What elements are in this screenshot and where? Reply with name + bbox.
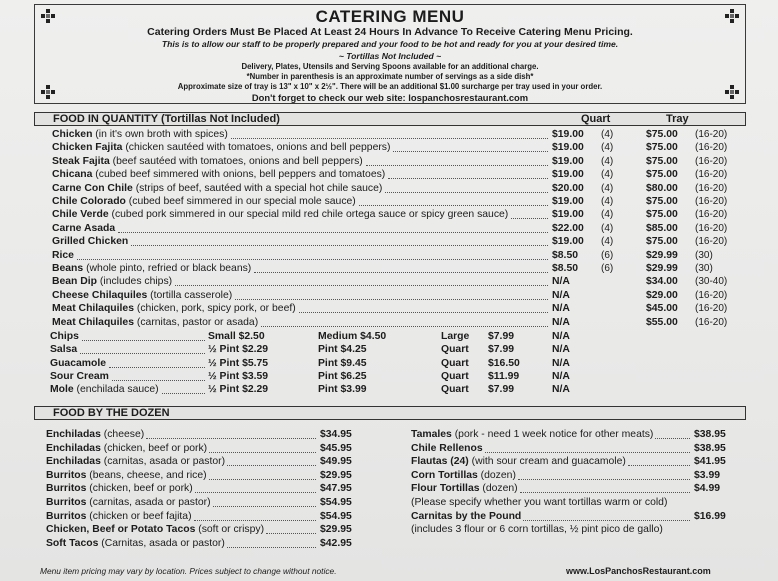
large-size-label: Quart (441, 344, 469, 355)
dozen-item-row (411, 442, 483, 455)
dot-leader (254, 259, 548, 273)
item-description: (enchilada sauce) (73, 384, 159, 395)
item-price: $54.95 (320, 497, 352, 508)
item-description: (strips of beef, sautéed with a special hot chile sauce) (132, 183, 383, 194)
quantity-item-row (52, 141, 390, 154)
ornament-icon (41, 9, 55, 23)
dozen-item-row (46, 428, 144, 441)
quart-price: $19.00 (552, 156, 584, 167)
dot-leader (485, 439, 690, 453)
dozen-item-row (411, 510, 521, 523)
item-name: Chile Rellenos (411, 443, 483, 454)
item-name: Chips (50, 331, 79, 342)
quart-price: $8.50 (552, 263, 579, 274)
dot-leader (146, 425, 316, 439)
tray-servings: (30) (695, 250, 713, 261)
tray-servings: (16-20) (695, 196, 728, 207)
dot-leader (388, 165, 548, 179)
item-description: (soft or crispy) (195, 524, 265, 535)
notice-reason: This is to allow our staff to be properly prepared and your food to be hot and ready for you at your desired time. (161, 39, 619, 49)
quart-price: $19.00 (552, 209, 584, 220)
quart-servings: (4) (601, 209, 614, 220)
item-price: $47.95 (320, 483, 352, 494)
item-description: (tortilla casserole) (147, 290, 233, 301)
dot-leader (359, 192, 548, 206)
size-item-name (50, 343, 77, 356)
item-name: Chicana (52, 169, 93, 180)
item-price: $38.95 (694, 429, 726, 440)
item-description: (chicken, pork, spicy pork, or beef) (134, 303, 296, 314)
item-description: (cubed beef simmered with onions, bell peppers and tomatoes) (92, 169, 386, 180)
tray-servings: (30) (695, 263, 713, 274)
item-price: $29.95 (320, 524, 352, 535)
quart-servings: (4) (601, 223, 614, 234)
item-name: Rice (52, 250, 74, 261)
large-size-price: $7.99 (488, 344, 515, 355)
dot-leader (511, 205, 548, 219)
small-size-price: ½ Pint $5.75 (208, 358, 269, 369)
dot-leader (628, 452, 690, 466)
footer-website: www.LosPanchosRestaurant.com (566, 566, 711, 576)
tray-price: N/A (552, 358, 570, 369)
dozen-item-row (46, 442, 207, 455)
dozen-item-row (411, 469, 516, 482)
dot-leader (194, 507, 316, 521)
website-note: Don't forget to check our web site: lospanchosrestaurant.com (251, 92, 529, 103)
dot-leader (77, 246, 548, 260)
dozen-item-row (46, 496, 211, 509)
item-name: Bean Dip (52, 276, 98, 287)
quart-servings: (4) (601, 183, 614, 194)
quart-price: $19.00 (552, 236, 584, 247)
tray-servings: (16-20) (695, 209, 728, 220)
dot-leader (195, 479, 316, 493)
quantity-item-row (52, 222, 115, 235)
quart-price: $22.00 (552, 223, 584, 234)
dozen-item-row (46, 482, 193, 495)
item-description: (pork - need 1 week notice for other meats) (451, 429, 654, 440)
item-description: (cubed pork simmered in our special mild red chile ortega sauce or spicy green sauce) (108, 209, 509, 220)
dot-leader (175, 272, 548, 286)
dot-leader (518, 466, 690, 480)
dot-leader (112, 367, 205, 381)
large-size-label: Quart (441, 384, 469, 395)
tray-servings: (16-20) (695, 236, 728, 247)
dot-leader (235, 286, 548, 300)
tray-price: N/A (552, 371, 570, 382)
item-description: (carnitas, asada or pastor) (86, 497, 211, 508)
quantity-item-row (52, 128, 228, 141)
item-description: (dozen) (479, 483, 518, 494)
dot-leader (80, 340, 205, 354)
quart-servings: (4) (601, 169, 614, 180)
column-header-tray: Tray (666, 113, 689, 125)
quart-price: N/A (552, 303, 570, 314)
tray-servings: (16-20) (695, 156, 728, 167)
section-food-in-quantity (34, 112, 746, 126)
item-name: Carnitas by the Pound (411, 511, 522, 522)
quantity-item-row (52, 195, 356, 208)
quart-price: $19.00 (552, 129, 584, 140)
item-name: Beans (52, 263, 84, 274)
item-description: (whole pinto, refried or black beans) (83, 263, 252, 274)
item-price: $4.99 (694, 483, 721, 494)
item-name: Corn Tortillas (411, 470, 478, 481)
dot-leader (227, 452, 316, 466)
tray-servings: (16-20) (695, 142, 728, 153)
dozen-item-row (46, 455, 225, 468)
item-description: (chicken, beef or pork) (86, 483, 193, 494)
item-name: Chicken, Beef or Potato Tacos (46, 524, 196, 535)
tray-servings: (16-20) (695, 169, 728, 180)
dot-leader (209, 466, 316, 480)
item-description: (in it's own broth with spices) (92, 129, 228, 140)
quart-price: $19.00 (552, 142, 584, 153)
dozen-item-row (411, 482, 518, 495)
item-name: Meat Chilaquiles (52, 317, 134, 328)
tray-price: $85.00 (646, 223, 678, 234)
item-name: Sour Cream (50, 371, 109, 382)
item-description: (carnitas, pastor or asada) (134, 317, 259, 328)
tray-price: $75.00 (646, 142, 678, 153)
dot-leader (385, 179, 548, 193)
medium-size-price: Pint $6.25 (318, 371, 367, 382)
header-box (34, 4, 746, 104)
quantity-item-row (52, 182, 382, 195)
dot-leader (82, 327, 205, 341)
section-title: FOOD BY THE DOZEN (53, 407, 170, 419)
dot-leader (209, 439, 316, 453)
item-price: $16.99 (694, 511, 726, 522)
dot-leader (266, 520, 316, 534)
section-food-by-dozen (34, 406, 746, 420)
tray-price: $29.99 (646, 263, 678, 274)
item-name: Carne Asada (52, 223, 116, 234)
item-price: $34.95 (320, 429, 352, 440)
item-description: (includes 3 flour or 6 corn tortillas, ½ pint pico de gallo) (411, 524, 663, 535)
item-price: $54.95 (320, 511, 352, 522)
large-size-price: $7.99 (488, 384, 515, 395)
item-name: Guacamole (50, 358, 107, 369)
page-title: CATERING MENU (315, 7, 465, 26)
small-size-price: ½ Pint $2.29 (208, 384, 269, 395)
ornament-icon (41, 85, 55, 99)
item-price: $38.95 (694, 443, 726, 454)
dot-leader (118, 219, 548, 233)
quart-servings: (6) (601, 263, 614, 274)
dozen-item-row (411, 523, 663, 536)
tray-price: N/A (552, 384, 570, 395)
item-description: (carnitas, asada or pastor) (100, 456, 226, 467)
item-name: Cheese Chilaquiles (52, 290, 148, 301)
item-name: Mole (50, 384, 74, 395)
item-description: (beef sautéed with tomatoes, onions and bell peppers) (109, 156, 363, 167)
large-size-price: $11.99 (488, 371, 520, 382)
column-header-quart: Quart (581, 113, 611, 125)
item-name: Soft Tacos (46, 538, 99, 549)
item-description: (Carnitas, asada or pastor) (98, 538, 225, 549)
dot-leader (162, 380, 205, 394)
tray-price: $29.99 (646, 250, 678, 261)
tray-price: $75.00 (646, 129, 678, 140)
tray-size-note: Approximate size of tray is 13" x 10" x 2½". There will be an additional $1.00 surcharge per tray used in your order. (177, 82, 603, 91)
size-item-name (50, 370, 109, 383)
quart-price: $19.00 (552, 169, 584, 180)
quantity-item-row (52, 289, 232, 302)
item-name: Chile Colorado (52, 196, 126, 207)
tray-servings: (16-20) (695, 183, 728, 194)
item-name: Flautas (24) (411, 456, 469, 467)
item-price: $3.99 (694, 470, 721, 481)
medium-size-price: Pint $9.45 (318, 358, 367, 369)
large-size-label: Quart (441, 371, 469, 382)
item-price: $41.95 (694, 456, 726, 467)
tray-price: $75.00 (646, 156, 678, 167)
item-name: Chile Verde (52, 209, 109, 220)
tray-price: $75.00 (646, 209, 678, 220)
tray-price: $75.00 (646, 196, 678, 207)
tray-price: $75.00 (646, 169, 678, 180)
item-name: Enchiladas (46, 443, 101, 454)
quart-price: N/A (552, 317, 570, 328)
dot-leader (109, 354, 205, 368)
tray-price: N/A (552, 331, 570, 342)
item-description: (chicken, beef or pork) (100, 443, 208, 454)
quart-servings: (4) (601, 156, 614, 167)
item-description: (chicken sautéed with tomatoes, onions and bell peppers) (122, 142, 391, 153)
item-name: Burritos (46, 511, 87, 522)
quantity-item-row (52, 275, 172, 288)
quart-price: N/A (552, 276, 570, 287)
dot-leader (227, 534, 316, 548)
servings-note: *Number in parenthesis is an approximate number of servings as a side dish* (246, 72, 534, 81)
size-item-name (50, 383, 159, 396)
item-description: (chicken or beef fajita) (86, 511, 192, 522)
tray-price: $55.00 (646, 317, 678, 328)
item-name: Carne Con Chile (52, 183, 133, 194)
dozen-item-row (46, 469, 207, 482)
item-name: Enchiladas (46, 456, 101, 467)
tray-price: $45.00 (646, 303, 678, 314)
item-price: $29.95 (320, 470, 352, 481)
medium-size-price: Pint $3.99 (318, 384, 367, 395)
footer-disclaimer: Menu item pricing may vary by location. Prices subject to change without notice. (40, 566, 337, 576)
dot-leader (366, 152, 548, 166)
item-description: (cubed beef simmered in our special mole sauce) (125, 196, 356, 207)
section-title: FOOD IN QUANTITY (Tortillas Not Included) (53, 113, 280, 125)
quantity-item-row (52, 249, 74, 262)
tray-servings: (16-20) (695, 223, 728, 234)
item-name: Enchiladas (46, 429, 101, 440)
item-description: (dozen) (477, 470, 516, 481)
quart-servings: (4) (601, 236, 614, 247)
tortillas-note: ~ Tortillas Not Included ~ (338, 51, 442, 61)
item-price: $42.95 (320, 538, 352, 549)
tray-price: N/A (552, 344, 570, 355)
advance-notice: Catering Orders Must Be Placed At Least 24 Hours In Advance To Receive Catering Menu Pricing. (147, 26, 633, 38)
item-description: (beans, cheese, and rice) (86, 470, 207, 481)
item-description: (with sour cream and guacamole) (468, 456, 626, 467)
dot-leader (231, 125, 548, 139)
small-size-price: Small $2.50 (208, 331, 265, 342)
dot-leader (261, 313, 548, 327)
large-size-price: $7.99 (488, 331, 515, 342)
quantity-item-row (52, 302, 296, 315)
ornament-icon (725, 9, 739, 23)
item-name: Chicken Fajita (52, 142, 123, 153)
item-price: $45.95 (320, 443, 352, 454)
large-size-price: $16.50 (488, 358, 520, 369)
item-description: (Please specify whether you want tortillas warm or cold) (411, 497, 668, 508)
item-name: Tamales (411, 429, 452, 440)
size-item-name (50, 357, 106, 370)
item-name: Grilled Chicken (52, 236, 129, 247)
item-description: (cheese) (100, 429, 145, 440)
item-name: Burritos (46, 483, 87, 494)
item-name: Meat Chilaquiles (52, 303, 134, 314)
dot-leader (520, 479, 690, 493)
quart-servings: (6) (601, 250, 614, 261)
tray-price: $80.00 (646, 183, 678, 194)
item-name: Chicken (52, 129, 93, 140)
large-size-label: Large (441, 331, 470, 342)
quart-price: $8.50 (552, 250, 579, 261)
item-name: Steak Fajita (52, 156, 110, 167)
quart-price: $20.00 (552, 183, 584, 194)
size-item-name (50, 330, 79, 343)
item-name: Salsa (50, 344, 78, 355)
tray-servings: (16-20) (695, 317, 728, 328)
item-name: Burritos (46, 497, 87, 508)
dot-leader (523, 507, 690, 521)
quart-price: $19.00 (552, 196, 584, 207)
tray-servings: (16-20) (695, 303, 728, 314)
quart-servings: (4) (601, 142, 614, 153)
quart-servings: (4) (601, 129, 614, 140)
dot-leader (213, 493, 316, 507)
tray-price: $75.00 (646, 236, 678, 247)
dot-leader (393, 138, 548, 152)
tray-price: $34.00 (646, 276, 678, 287)
dozen-item-row (46, 510, 192, 523)
dot-leader (299, 299, 548, 313)
item-price: $49.95 (320, 456, 352, 467)
item-description: (includes chips) (97, 276, 173, 287)
item-name: Burritos (46, 470, 87, 481)
ornament-icon (725, 85, 739, 99)
large-size-label: Quart (441, 358, 469, 369)
tray-servings: (16-20) (695, 290, 728, 301)
quantity-item-row (52, 155, 363, 168)
tray-servings: (16-20) (695, 129, 728, 140)
quart-servings: (4) (601, 196, 614, 207)
item-name: Flour Tortillas (411, 483, 480, 494)
quantity-item-row (52, 168, 385, 181)
quart-price: N/A (552, 290, 570, 301)
delivery-note: Delivery, Plates, Utensils and Serving Spoons available for an additional charge. (241, 62, 539, 71)
dozen-item-row (46, 537, 225, 550)
small-size-price: ½ Pint $3.59 (208, 371, 269, 382)
medium-size-price: Pint $4.25 (318, 344, 367, 355)
dot-leader (655, 425, 690, 439)
tray-servings: (30-40) (695, 276, 728, 287)
tray-price: $29.00 (646, 290, 678, 301)
dot-leader (131, 232, 548, 246)
medium-size-price: Medium $4.50 (318, 331, 387, 342)
small-size-price: ½ Pint $2.29 (208, 344, 269, 355)
